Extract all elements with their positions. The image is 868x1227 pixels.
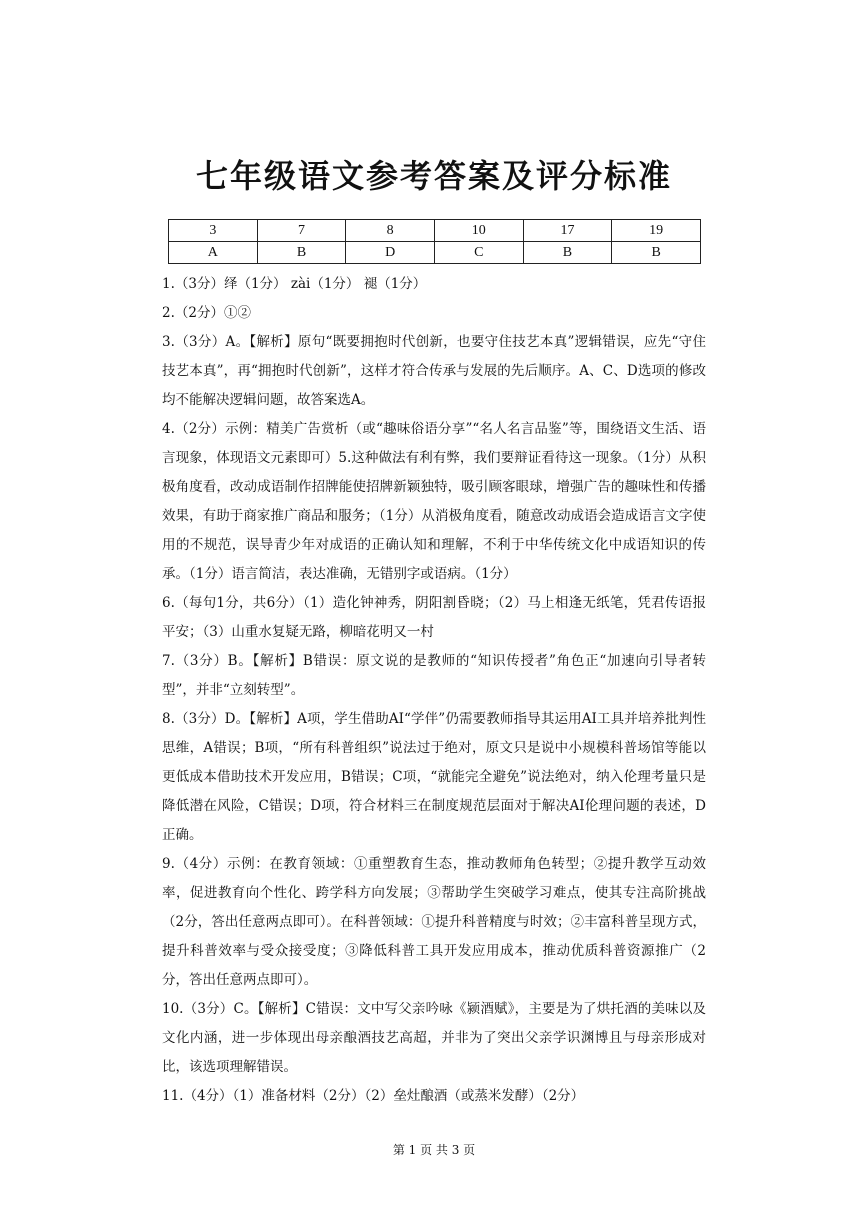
question-number-cell: 3 — [169, 220, 258, 242]
answer-cell: B — [257, 242, 346, 264]
answer-paragraph-9: 9.（4分）示例：在教育领域：①重塑教育生态，推动教师角色转型；②提升教学互动效率，促进教育向个性化、跨学科方向发展；③帮助学生突破学习难点，使其专注高阶挑战（2分，答出任意两点即可）。在科普领域：①提升科普精度与时效；②丰富科普呈现方式，提升科普效率与受众接受度；③降低科普工具开发应用成本，推动优质科普资源推广（2分，答出任意两点即可）。 — [162, 856, 706, 988]
answer-paragraph-7: 7.（3分）B。【解析】B错误：原文说的是教师的“知识传授者”角色正“加速向引导者转型”，并非“立刻转型”。 — [162, 653, 706, 698]
page-title: 七年级语文参考答案及评分标准 — [195, 157, 672, 195]
question-number-cell: 17 — [523, 220, 612, 242]
question-number-cell: 10 — [434, 220, 523, 242]
answer-paragraph-10: 10.（3分）C。【解析】C错误：文中写父亲吟咏《颍酒赋》，主要是为了烘托酒的美味以及文化内涵，进一步体现出母亲酿酒技艺高超，并非为了突出父亲学识渊博且与母亲形成对比，该选项理解错误。 — [162, 1001, 706, 1075]
answer-paragraph-8: 8.（3分）D。【解析】A项，学生借助AI“学伴”仍需要教师指导其运用AI工具并培养批判性思维，A错误；B项，“所有科普组织”说法过于绝对，原文只是说中小规模科普场馆等能以更低成本借助技术开发应用，B错误；C项，“就能完全避免”说法绝对，纳入伦理考量只是降低潜在风险，C错误；D项，符合材料三在制度规范层面对于解决AI伦理问题的表述，D正确。 — [162, 711, 706, 843]
answer-cell: D — [346, 242, 435, 264]
answer-paragraph-4: 4.（2分）示例：精美广告赏析（或“趣味俗语分享”“名人名言品鉴”等，围绕语文生活、语言现象，体现语文元素即可）5.这种做法有利有弊，我们要辩证看待这一现象。（1分）从积极角度看，改动成语制作招牌能使招牌新颖独特，吸引顾客眼球，增强广告的趣味性和传播效果，有助于商家推广商品和服务；（1分）从消极角度看，随意改动成语会造成语言文字使用的不规范，误导青少年对成语的正确认知和理解，不利于中华传统文化中成语知识的传承。（1分）语言简洁，表达准确，无错别字或语病。（1分） — [162, 421, 706, 582]
answer-paragraph-2: 2.（2分）①② — [162, 305, 251, 321]
answer-cell: B — [612, 242, 701, 264]
answer-table — [168, 219, 701, 264]
answer-row — [169, 242, 701, 264]
answer-paragraph-11: 11.（4分）（1）准备材料（2分）（2）垒灶酿酒（或蒸米发酵）（2分） — [162, 1088, 585, 1104]
question-number-row — [169, 220, 701, 242]
answer-cell: B — [523, 242, 612, 264]
question-number-cell: 7 — [257, 220, 346, 242]
question-number-cell: 19 — [612, 220, 701, 242]
answer-paragraph-6: 6.（每句1分，共6分）（1）造化钟神秀，阴阳割昏晓；（2）马上相逢无纸笔，凭君传语报平安；（3）山重水复疑无路，柳暗花明又一村 — [162, 595, 706, 640]
question-number-cell: 8 — [346, 220, 435, 242]
answer-paragraph-3: 3.（3分）A。【解析】原句“既要拥抱时代创新，也要守住技艺本真”逻辑错误，应先“守住技艺本真”，再“拥抱时代创新”，这样才符合传承与发展的先后顺序。A、C、D选项的修改均不能解决逻辑问题，故答案选A。 — [162, 334, 706, 408]
page-footer: 第 1 页 共 3 页 — [392, 1143, 476, 1157]
answer-cell: C — [434, 242, 523, 264]
answer-content — [162, 270, 706, 1111]
answer-paragraph-1: 1.（3分）绎（1分） zài（1分） 褪（1分） — [162, 276, 427, 292]
answer-cell: A — [169, 242, 258, 264]
